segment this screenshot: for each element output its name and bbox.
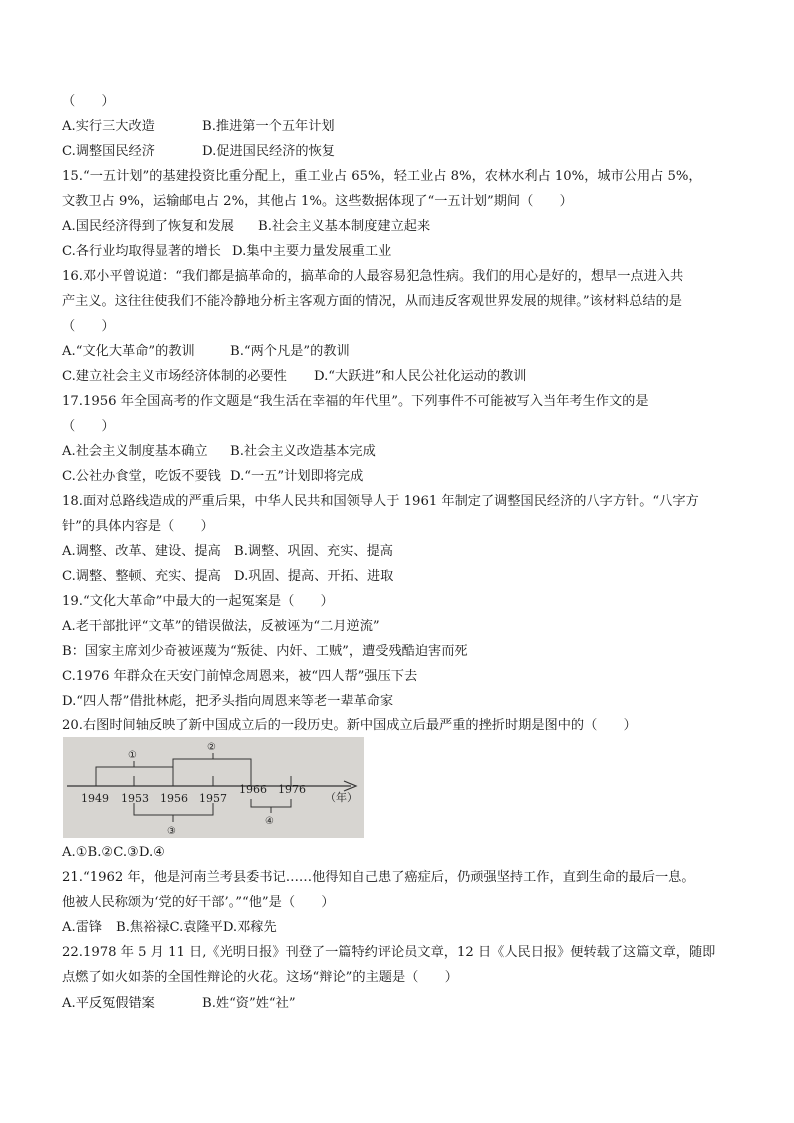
- year-label: 1976: [278, 783, 306, 796]
- q14-option-d[interactable]: D.促进国民经济的恢复: [202, 144, 335, 159]
- q15-stem-line1: 15.“一五计划”的基建投资比重分配上，重工业占 65%，轻工业占 8%，农林水利占 10%，城市公用占 5%，: [62, 169, 702, 184]
- q17-options-cd: [62, 467, 363, 487]
- q20-timeline-figure: [63, 737, 364, 838]
- q21-option-c[interactable]: C.袁隆平: [169, 920, 223, 935]
- q22-option-b[interactable]: B.姓“资”姓“社”: [202, 996, 296, 1011]
- q15-option-a[interactable]: A.国民经济得到了恢复和发展: [62, 219, 234, 234]
- mark-1: ①: [128, 750, 137, 761]
- year-unit: （年）: [325, 791, 358, 804]
- q17-stem-line1: 17.1956 年全国高考的作文题是“我生活在幸福的年代里”。下列事件不可能被写入当年考生作文的是: [62, 394, 649, 409]
- bracket-2: [173, 759, 251, 776]
- q16-options-cd: [62, 367, 526, 387]
- q18-option-b[interactable]: B.调整、巩固、充实、提高: [234, 544, 393, 559]
- q15-options-cd: [62, 242, 391, 262]
- q14-option-b[interactable]: B.推进第一个五年计划: [202, 119, 335, 134]
- q22-options-ab: [62, 994, 296, 1014]
- q16-stem-line1: 16.邓小平曾说道：“我们都是搞革命的，搞革命的人最容易犯急性病。我们的用心是好的，想早一点进入共: [62, 269, 684, 284]
- timeline-svg: [63, 737, 364, 838]
- year-label: 1966: [239, 783, 267, 796]
- q19-option-b[interactable]: B：国家主席刘少奇被诬蔑为“叛徒、内奸、工贼”，遭受残酷迫害而死: [62, 644, 468, 659]
- year-label: 1949: [81, 792, 109, 805]
- q21-stem-line1: 21.“1962 年，他是河南兰考县委书记……他得知自己患了癌症后，仍顽强坚持工作，直到生命的最后一息。: [62, 870, 695, 885]
- q22-stem-line2: 点燃了如火如荼的全国性辩论的火花。这场“辩论”的主题是（ ）: [62, 970, 458, 985]
- q16-option-b[interactable]: B.“两个凡是”的教训: [230, 344, 350, 359]
- q18-option-c[interactable]: C.调整、整顿、充实、提高: [62, 569, 221, 584]
- q15-options-ab: [62, 217, 430, 237]
- q15-option-d[interactable]: D.集中主要力量发展重工业: [232, 244, 392, 259]
- q22-option-a[interactable]: A.平反冤假错案: [62, 996, 155, 1011]
- q15-stem-line2: 文教卫占 9%，运输邮电占 2%，其他占 1%。这些数据体现了“一五计划”期间（ ）: [62, 194, 573, 209]
- mark-2: ②: [207, 742, 216, 753]
- q19-option-a[interactable]: A.老干部批评“文革”的错误做法，反被诬为“二月逆流”: [62, 619, 380, 634]
- bracket-4: [251, 799, 291, 807]
- year-label: 1953: [121, 792, 149, 805]
- q18-stem-line1: 18.面对总路线造成的严重后果，中华人民共和国领导人于 1961 年制定了调整国民经济的八字方针。“八字方: [62, 494, 699, 509]
- q14-option-a[interactable]: A.实行三大改造: [62, 119, 155, 134]
- q17-option-d[interactable]: D.“一五”计划即将完成: [230, 469, 364, 484]
- q16-paren: （ ）: [62, 319, 115, 334]
- q16-option-c[interactable]: C.建立社会主义市场经济体制的必要性: [62, 369, 287, 384]
- q19-option-d[interactable]: D.“四人帮”借批林彪，把矛头指向周恩来等老一辈革命家: [62, 694, 394, 709]
- q21-option-a[interactable]: A.雷锋: [62, 920, 103, 935]
- mark-3: ③: [167, 826, 176, 837]
- q14-option-c[interactable]: C.调整国民经济: [62, 144, 155, 159]
- q16-option-d[interactable]: D.“大跃进”和人民公社化运动的教训: [314, 369, 527, 384]
- q20-options[interactable]: A.①B.②C.③D.④: [62, 845, 165, 860]
- q19-option-c[interactable]: C.1976 年群众在天安门前悼念周恩来，被“四人帮”强压下去: [62, 669, 418, 684]
- mark-4: ④: [265, 816, 274, 827]
- q17-option-c[interactable]: C.公社办食堂，吃饭不要钱: [62, 469, 221, 484]
- q16-options-ab: [62, 342, 350, 362]
- q18-options-ab: [62, 542, 393, 562]
- q21-stem-line2: 他被人民称颂为‘党的好干部’。”“他”是（ ）: [62, 895, 335, 910]
- q17-paren: （ ）: [62, 419, 115, 434]
- year-label: 1956: [160, 792, 188, 805]
- q19-stem-line1: 19.“文化大革命”中最大的一起冤案是（ ）: [62, 594, 334, 609]
- q15-option-c[interactable]: C.各行业均取得显著的增长: [62, 244, 221, 259]
- q22-stem-line1: 22.1978 年 5 月 11 日,《光明日报》刊登了一篇特约评论员文章，12 日《人民日报》便转载了这篇文章，随即: [62, 945, 716, 960]
- year-label: 1957: [199, 792, 227, 805]
- q21-options: [62, 918, 277, 938]
- q18-options-cd: [62, 567, 393, 587]
- bracket-1: [96, 767, 173, 776]
- q17-option-a[interactable]: A.社会主义制度基本确立: [62, 444, 208, 459]
- q14-options-cd: [62, 142, 335, 162]
- q14-options-ab: [62, 117, 335, 137]
- q14-paren: （ ）: [62, 94, 115, 109]
- q20-stem-line1: 20.右图时间轴反映了新中国成立后的一段历史。新中国成立后最严重的挫折时期是图中的（ ）: [62, 718, 637, 733]
- q16-stem-line2: 产主义。这往往使我们不能冷静地分析主客观方面的情况，从而违反客观世界发展的规律。”该材料总结的是: [62, 294, 682, 309]
- q18-stem-line2: 针”的具体内容是（ ）: [62, 519, 214, 534]
- q16-option-a[interactable]: A.“文化大革命”的教训: [62, 344, 195, 359]
- q15-option-b[interactable]: B.社会主义基本制度建立起来: [258, 219, 431, 234]
- q18-option-d[interactable]: D.巩固、提高、开拓、进取: [234, 569, 394, 584]
- q17-option-b[interactable]: B.社会主义改造基本完成: [230, 444, 376, 459]
- q21-option-d[interactable]: D.邓稼先: [222, 920, 277, 935]
- q17-options-ab: [62, 442, 376, 462]
- q18-option-a[interactable]: A.调整、改革、建设、提高: [62, 544, 221, 559]
- q21-option-b[interactable]: B.焦裕禄: [116, 920, 170, 935]
